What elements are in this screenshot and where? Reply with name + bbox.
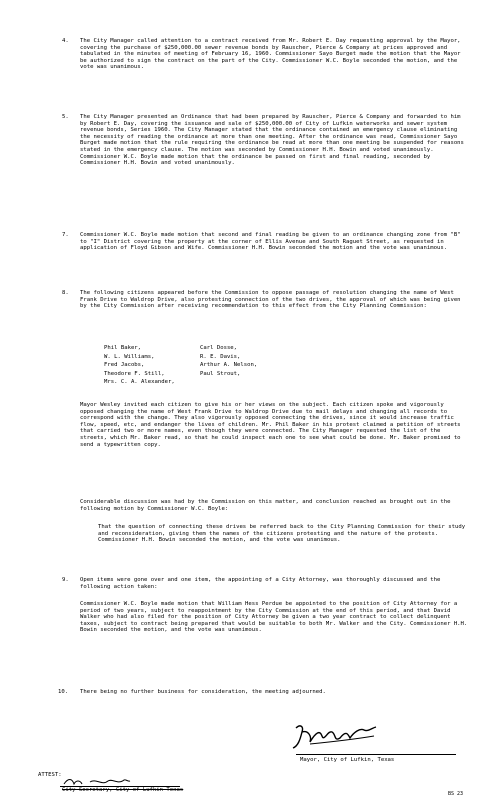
item-text: Commissioner W.C. Boyle made motion that second and final reading be given to an ordinance changing zone from "B" to "I" District covering the property at the corner of Ellis Avenue and South Raguet Street, as requested in application of Floyd Gibson and Wife. Commissioner H.H. Bowin seconded the motion and the vote was unanimous. [80,232,464,252]
citizen-row [104,371,404,380]
citizen-name: Fred Jacobs, [104,362,145,369]
item-number: 4. [62,38,69,44]
citizen-row [104,379,404,388]
citizen-name: Carl Dosse, [200,345,238,351]
mayor-signature [290,722,380,752]
item-number: 5. [62,114,69,120]
citizen-name [254,379,404,388]
item-text: Open items were gone over and one item, the appointing of a City Attorney, was thoroughly discussed and the following action taken: [80,577,444,590]
mayor-signature-line [296,754,456,755]
citizen-name: W. L. Williams, [104,353,155,360]
item-text: The City Manager presented an Ordinance that had been prepared by Rauscher, Pierce & Company and forwarded to him by Robert E. Day, covering the issuance and sale of $250,000.00 of City of Lufkin waterworks and sewer system revenue bonds, Series 1960. The City Manager stated that the ordinance contained an emergency clause eliminating the necessity of reading the ordinance at more than one meeting. After the ordinance was read, Commissioner Sayo Burget made motion that the rule requiring the ordinance be read at more than one meeting be suspended for reasons stated in the emergency clause. The motion was seconded by Commissioner H.H. Bowin and voted unanimously. Commissioner W.C. Boyle made motion that the ordinance be passed on first and final reading, seconded by Commissioner H.H. Bowin and voted unanimously. [80,114,468,167]
citizen-row [104,362,404,371]
citizen-row [104,345,404,354]
citizen-name: Arthur A. Nelson, [200,362,258,369]
item-number: 7. [62,232,69,238]
item-number: 8. [62,290,69,296]
attest-label: ATTEST: [38,772,62,778]
citizen-name: Mrs. C. A. Alexander, [104,379,175,386]
item-text: The City Manager called attention to a contract received from Mr. Robert E. Day requesting approval by the Mayor, covering the purchase of $250,000.00 sewer revenue bonds by Rauscher, Pierce & Company at prices approved and tabulated in the minutes of meeting of February 16, 1960. Commissioner Sayo Burget made the motion that the Mayor be authorized to sign the contract on the part of the City. Commissioner W.C. Boyle seconded the motion, and the vote was unanimous. [80,38,464,71]
corner-mark: BS 23 [448,791,464,797]
item-text: The following citizens appeared before the Commission to oppose passage of resolution changing the name of West Frank Drive to Waldrop Drive, also protesting connection of the two drives, the approval of which was being given by the City Commission after receiving recommendation to this effect from the City Planning Commission: [80,290,464,310]
secretary-caption: City Secretary, City of Lufkin Texas [62,787,184,793]
citizen-name: Phil Baker, [104,345,142,351]
citizen-name: Paul Strout, [200,370,241,377]
item-8-discussion: Mayor Wesley invited each citizen to give his or her views on the subject. Each citizen spoke and vigorously opposed changing the name of West Frank Drive to Waldrop Drive due to mail delays and changing all records to correspond with the change. They also vigorously opposed connecting the drives, since it would increase traffic flow, speed, etc, and endanger the lives of children. Mr. Phil Baker in his protest claimed a petition of streets that carried two or more names, even though they were connected. The City Manager requested the list of the streets, which Mr. Baker read, so that he could inspect each one to see what could be done. Mr. Baker promised to send a typewritten copy. [80,402,464,448]
item-number: 10. [58,689,69,695]
item-9-motion: Commissioner W.C. Boyle made motion that William Hess Perdue be appointed to the position of City Attorney for a period of two years, subject to reappointment by the City Commission at the end of this period, and that David Walker who had also filed for the position of City Attorney be given a two year contract to collect delinquent taxes, subject to contract being prepared that would be suitable to both Mr. Walker and the City. Commissioner H.H. Bowin seconded the motion, and the vote was unanimous. [80,601,471,634]
citizen-row [104,354,404,363]
mayor-caption: Mayor, City of Lufkin, Texas [300,757,395,763]
citizen-list [104,345,404,388]
item-8-motion: That the question of connecting these drives be referred back to the City Planning Commission for their study and reconsideration, giving them the names of the citizens protesting and the nature of the protests. Commissioner H.H. Bowin seconded the motion, and the vote was unanimous. [98,524,469,544]
item-8-conclusion: Considerable discussion was had by the Commission on this matter, and conclusion reached as brought out in the following motion by Commissioner W.C. Boyle: [80,499,454,512]
item-text: There being no further business for consideration, the meeting adjourned. [80,689,326,695]
citizen-name: R. E. Davis, [200,353,241,360]
item-number: 9. [62,577,69,583]
citizen-name: Theodore F. Still, [104,370,165,377]
